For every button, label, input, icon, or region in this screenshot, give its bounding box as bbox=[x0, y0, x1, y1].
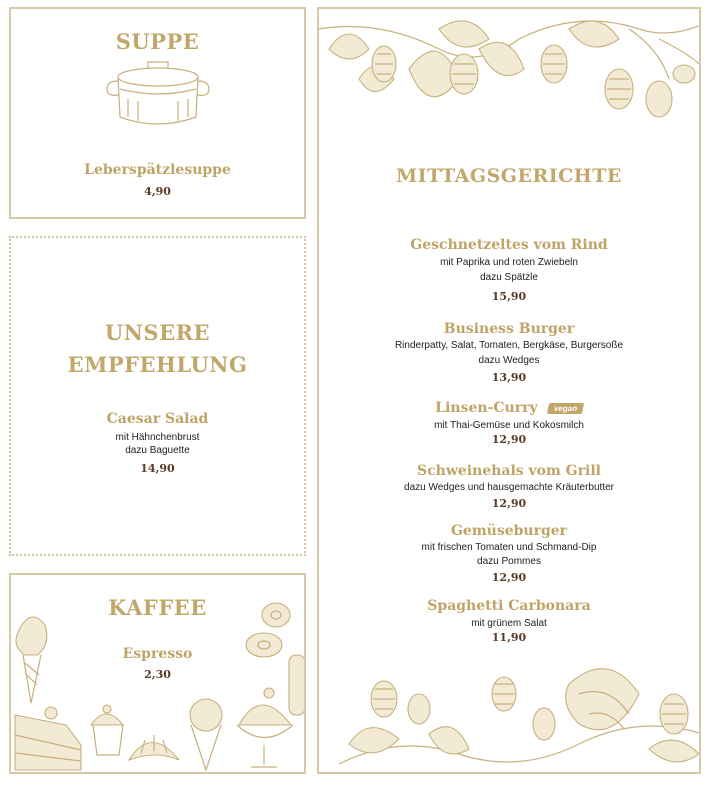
vegan-badge: vegan bbox=[546, 403, 583, 414]
kaffee-panel bbox=[9, 573, 306, 774]
hops-botanical-bottom-icon bbox=[319, 654, 701, 774]
mittag-item-6-name: Spaghetti Carbonara bbox=[427, 598, 591, 614]
kaffee-dish-name: Espresso bbox=[122, 646, 193, 662]
mittag-item-3-desc1: mit Thai-Gemüse und Kokosmilch bbox=[434, 420, 584, 431]
soup-pot-icon bbox=[103, 59, 213, 129]
mittag-item-1-desc2: dazu Spätzle bbox=[480, 272, 538, 283]
empfehlung-dish-price: 14,90 bbox=[140, 462, 175, 475]
kaffee-title: KAFFEE bbox=[108, 595, 207, 620]
mittag-item-4-desc1: dazu Wedges und hausgemachte Kräuterbutter bbox=[404, 482, 614, 493]
mittag-item-3-name: Linsen-Curry bbox=[435, 400, 538, 416]
empfehlung-title-line2: EMPFEHLUNG bbox=[67, 352, 248, 377]
mittag-item-2-desc2: dazu Wedges bbox=[478, 355, 540, 366]
empfehlung-dish-name: Caesar Salad bbox=[106, 411, 209, 427]
suppe-title: SUPPE bbox=[115, 29, 200, 54]
mittag-item-5-name: Gemüseburger bbox=[450, 523, 568, 539]
mittag-item-4-price: 12,90 bbox=[491, 497, 527, 510]
mittag-item-5-desc2: dazu Pommes bbox=[477, 556, 541, 567]
mittag-item-4-name: Schweinehals vom Grill bbox=[417, 463, 601, 479]
suppe-dish-name: Leberspätzlesuppe bbox=[84, 162, 231, 178]
mittag-item-5-price: 12,90 bbox=[491, 571, 527, 584]
mittag-item-3-row bbox=[319, 400, 699, 416]
kaffee-dish-price: 2,30 bbox=[144, 668, 171, 681]
empfehlung-desc-line1: mit Hähnchenbrust bbox=[115, 432, 200, 443]
suppe-dish-price: 4,90 bbox=[144, 185, 171, 198]
mittag-item-2-price: 13,90 bbox=[491, 371, 527, 384]
mittag-item-2-desc1: Rinderpatty, Salat, Tomaten, Bergkäse, Burgersoße bbox=[394, 340, 624, 351]
mittag-item-1-price: 15,90 bbox=[491, 290, 527, 303]
suppe-panel bbox=[9, 7, 306, 219]
mittag-item-6-price: 11,90 bbox=[491, 631, 527, 644]
mittag-item-1-name: Geschnetzeltes vom Rind bbox=[410, 237, 608, 253]
mittag-title: MITTAGSGERICHTE bbox=[396, 165, 622, 187]
hops-botanical-top-icon bbox=[319, 9, 701, 139]
mittag-item-3-price: 12,90 bbox=[491, 433, 527, 446]
empfehlung-panel bbox=[9, 236, 306, 556]
mittag-panel bbox=[317, 7, 701, 774]
mittag-item-2-name: Business Burger bbox=[443, 321, 575, 337]
mittag-item-1-desc1: mit Paprika und roten Zwiebeln bbox=[440, 257, 578, 268]
empfehlung-title-line1: UNSERE bbox=[104, 320, 211, 345]
mittag-item-6-desc1: mit grünem Salat bbox=[471, 618, 547, 629]
mittag-item-5-desc1: mit frischen Tomaten und Schmand-Dip bbox=[421, 542, 597, 553]
empfehlung-desc-line2: dazu Baguette bbox=[125, 445, 190, 456]
